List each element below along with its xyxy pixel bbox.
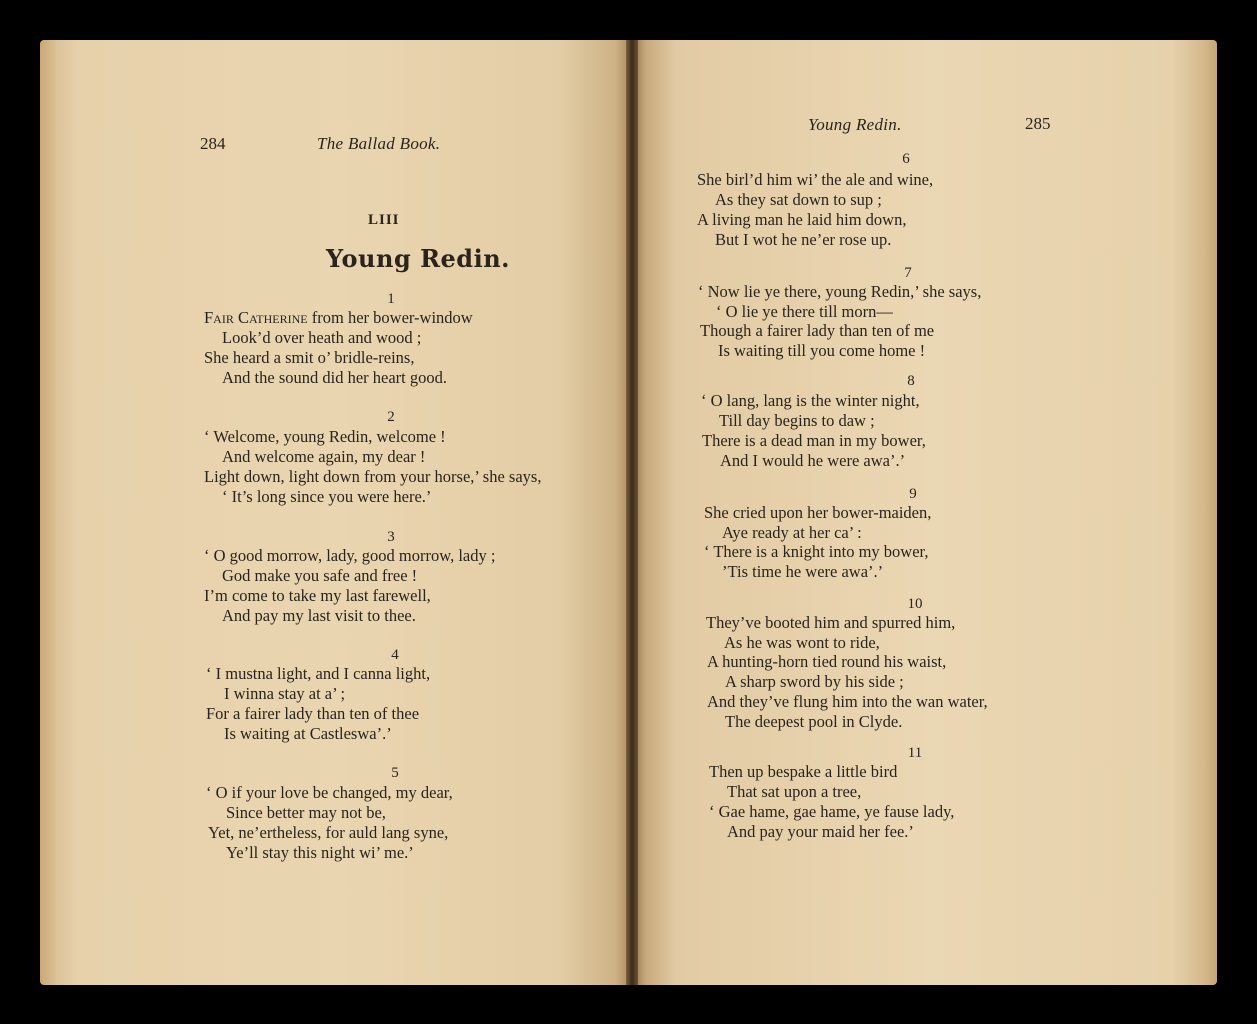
- stanza-number: 9: [909, 486, 917, 502]
- ballad-number: LIII: [368, 212, 400, 228]
- right-page-number: 285: [1025, 114, 1051, 133]
- verse-line: Light down, light down from your horse,’ she says,: [204, 467, 542, 486]
- verse-line: And welcome again, my dear !: [222, 447, 426, 466]
- verse-line: I’m come to take my last farewell,: [204, 586, 431, 605]
- stanza-number: 5: [391, 765, 399, 781]
- verse-line: She heard a smit o’ bridle-reins,: [204, 348, 415, 367]
- verse-line: She cried upon her bower-maiden,: [704, 503, 932, 522]
- verse-line: [204, 308, 473, 328]
- verse-line: Is waiting at Castleswa’.’: [224, 724, 392, 743]
- verse-line: She birl’d him wi’ the ale and wine,: [697, 170, 934, 189]
- verse-line: Look’d over heath and wood ;: [222, 328, 422, 347]
- stanza-number: 7: [904, 265, 912, 281]
- verse-line: ‘ O if your love be changed, my dear,: [206, 783, 453, 802]
- verse-line: I winna stay at a’ ;: [224, 684, 346, 703]
- verse-line: A sharp sword by his side ;: [725, 672, 904, 691]
- verse-line: And pay my last visit to thee.: [222, 606, 416, 625]
- open-book: [40, 40, 1217, 985]
- verse-line: And pay your maid her fee.’: [727, 822, 914, 841]
- book-gutter: [626, 40, 638, 985]
- verse-line: There is a dead man in my bower,: [702, 431, 926, 450]
- verse-line: Till day begins to daw ;: [719, 411, 875, 430]
- stanza-number: 4: [391, 647, 399, 663]
- verse-line: Ye’ll stay this night wi’ me.’: [226, 843, 414, 862]
- left-running-head: The Ballad Book.: [317, 134, 441, 153]
- verse-line: Aye ready at her ca’ :: [722, 523, 862, 542]
- stanza-number: 6: [902, 151, 910, 167]
- verse-line: ’Tis time he were awa’.’: [722, 562, 884, 581]
- ballad-title: Young Redin.: [326, 244, 511, 273]
- verse-line: A living man he laid him down,: [697, 210, 907, 229]
- verse-line: ‘ It’s long since you were here.’: [222, 487, 432, 506]
- right-running-head: Young Redin.: [808, 115, 902, 134]
- first-line-caps: Fair Catherine: [204, 308, 308, 327]
- verse-line: As they sat down to sup ;: [715, 190, 882, 209]
- verse-line: ‘ Now lie ye there, young Redin,’ she says,: [698, 282, 982, 301]
- verse-line: ‘ O lang, lang is the winter night,: [701, 391, 920, 410]
- right-page: [632, 40, 1217, 985]
- verse-line: ‘ There is a knight into my bower,: [704, 542, 929, 561]
- verse-line: They’ve booted him and spurred him,: [706, 613, 956, 632]
- verse-line: The deepest pool in Clyde.: [725, 712, 903, 731]
- verse-line: ‘ I mustna light, and I canna light,: [206, 664, 431, 683]
- stanza-number: 1: [387, 291, 395, 307]
- stanza-number: 3: [387, 529, 395, 545]
- verse-line: And I would he were awa’.’: [720, 451, 906, 470]
- verse-line: ‘ Gae hame, gae hame, ye fause lady,: [709, 802, 955, 821]
- stanza-number: 10: [907, 596, 923, 612]
- stanza-number: 11: [907, 745, 923, 761]
- verse-line: And the sound did her heart good.: [222, 368, 447, 387]
- left-page: [40, 40, 632, 985]
- stanza-number: 2: [387, 409, 395, 425]
- verse-line: As he was wont to ride,: [724, 633, 880, 652]
- verse-line: Is waiting till you come home !: [718, 341, 926, 360]
- verse-line: That sat upon a tree,: [727, 782, 862, 801]
- verse-line: ‘ Welcome, young Redin, welcome !: [204, 427, 446, 446]
- verse-line: For a fairer lady than ten of thee: [206, 704, 420, 723]
- verse-line: ‘ O lie ye there till morn—: [716, 302, 893, 321]
- verse-line-text: from her bower-window: [311, 308, 473, 327]
- left-page-number: 284: [200, 134, 226, 153]
- verse-line: ‘ O good morrow, lady, good morrow, lady ;: [204, 546, 496, 565]
- verse-line: But I wot he ne’er rose up.: [715, 230, 892, 249]
- stanza-number: 8: [907, 373, 915, 389]
- verse-line: And they’ve flung him into the wan water,: [707, 692, 988, 711]
- verse-line: Yet, ne’ertheless, for auld lang syne,: [208, 823, 449, 842]
- verse-line: Since better may not be,: [226, 803, 386, 822]
- verse-line: Then up bespake a little bird: [709, 762, 898, 781]
- verse-line: A hunting-horn tied round his waist,: [707, 652, 947, 671]
- verse-line: God make you safe and free !: [222, 566, 418, 585]
- verse-line: Though a fairer lady than ten of me: [700, 321, 935, 340]
